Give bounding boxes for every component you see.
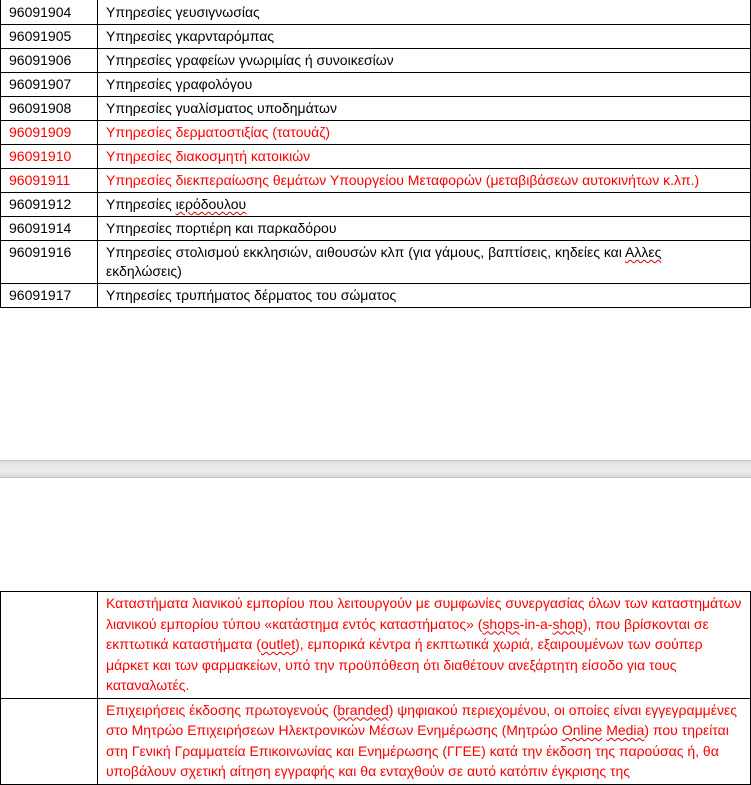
table-row <box>1 698 751 784</box>
description-cell: Υπηρεσίες γευσιγνωσίας <box>98 0 751 25</box>
code-cell: 96091911 <box>1 169 98 193</box>
spellcheck-flagged-word[interactable]: Αλλες <box>625 244 662 260</box>
description-text: Υπηρεσίες στολισμού εκκλησιών, αιθουσών κλπ (για γάμους, βαπτίσεις, κηδείες και <box>106 244 625 260</box>
table-row <box>1 217 751 241</box>
spellcheck-flagged-word[interactable]: shop <box>552 615 583 632</box>
description-cell <box>98 698 751 784</box>
code-cell-empty <box>1 698 98 784</box>
spellcheck-flagged-word[interactable]: ιερόδουλου <box>175 196 247 212</box>
description-text: Υπηρεσίες <box>106 196 176 212</box>
description-cell <box>98 241 751 284</box>
table-row <box>1 73 751 97</box>
code-cell: 96091910 <box>1 145 98 169</box>
description-cell: Υπηρεσίες διακοσμητή κατοικιών <box>98 145 751 169</box>
spellcheck-flagged-word[interactable]: Media <box>606 722 645 738</box>
description-cell <box>98 193 751 217</box>
table-row <box>1 284 751 308</box>
document-page-2 <box>0 478 751 779</box>
table-row <box>1 25 751 49</box>
description-cell: Υπηρεσίες δερματοστιξίας (τατουάζ) <box>98 121 751 145</box>
description-text: ) ψηφιακού περιεχομένου, οι οποίες είναι εγγεγραμμένες στο Μητρώο Επιχειρήσεων Ηλεκτρονικών Μέσων Ενημέρωσης (Μητρώο <box>106 701 737 738</box>
spellcheck-flagged-word[interactable]: branded <box>337 701 389 718</box>
description-cell: Υπηρεσίες τρυπήματος δέρματος του σώματος <box>98 284 751 308</box>
description-text: Επιχειρήσεις έκδοσης πρωτογενούς ( <box>106 701 338 718</box>
table-row-highlighted <box>1 121 751 145</box>
code-cell: 96091904 <box>1 0 98 25</box>
description-text: ), εμπορικά κέντρα ή εκπτωτικά χωριά, εξαιρουμένων των σούπερ μάρκετ και των φαρμακείων, υπό την προϋπόθεση ότι διαθέτουν ανεξάρτητη είσοδο για τους καταναλωτές. <box>106 636 703 693</box>
description-cell: Υπηρεσίες γυαλίσματος υποδημάτων <box>98 97 751 121</box>
service-codes-table <box>0 0 751 308</box>
table-row-highlighted <box>1 145 751 169</box>
code-cell: 96091908 <box>1 97 98 121</box>
table-row <box>1 97 751 121</box>
description-cell: Υπηρεσίες διεκπεραίωσης θεμάτων Υπουργείου Μεταφορών (μεταβιβάσεων αυτοκινήτων κ.λπ.) <box>98 169 751 193</box>
code-cell: 96091909 <box>1 121 98 145</box>
description-cell: Υπηρεσίες γραφολόγου <box>98 73 751 97</box>
description-cell: Υπηρεσίες γκαρνταρόμπας <box>98 25 751 49</box>
table-row <box>1 0 751 25</box>
code-cell: 96091916 <box>1 241 98 284</box>
spellcheck-flagged-word[interactable]: shops <box>482 615 520 632</box>
code-cell-empty <box>1 592 98 699</box>
business-categories-table <box>0 591 751 785</box>
description-cell: Υπηρεσίες πορτιέρη και παρκαδόρου <box>98 217 751 241</box>
table-row <box>1 241 751 284</box>
description-text: -in-a- <box>519 615 553 632</box>
description-text: εκδηλώσεις) <box>106 263 182 279</box>
table-row-highlighted <box>1 169 751 193</box>
description-cell: Υπηρεσίες γραφείων γνωριμίας ή συνοικεσίων <box>98 49 751 73</box>
code-cell: 96091907 <box>1 73 98 97</box>
code-cell: 96091917 <box>1 284 98 308</box>
code-cell: 96091905 <box>1 25 98 49</box>
spellcheck-flagged-word[interactable]: Online <box>561 722 603 738</box>
description-text: ) που τηρείται στη Γενική Γραμματεία Επικοινωνίας και Ενημέρωσης (ΓΓΕΕ) κατά την έκδοση της παρούσας ή, θα υποβάλουν σχετική αίτηση εγγραφής και θα ενταχθούν σε αυτό κατόπιν έγκρισης της <box>106 722 729 779</box>
page-break-separator <box>0 460 751 478</box>
table-row <box>1 592 751 699</box>
description-text: Καταστήματα λιανικού εμπορίου που λειτουργούν με συμφωνίες συνεργασίας όλων των καταστημάτων λιανικού εμπορίου τύπου «κατάστημα εντός καταστήματος» ( <box>106 595 742 632</box>
code-cell: 96091906 <box>1 49 98 73</box>
code-cell: 96091914 <box>1 217 98 241</box>
code-cell: 96091912 <box>1 193 98 217</box>
description-text: ), που βρίσκονται σε εκπτωτικά καταστήματα ( <box>106 615 709 652</box>
description-cell <box>98 592 751 699</box>
spellcheck-flagged-word[interactable]: outlet <box>260 636 296 652</box>
table-row <box>1 193 751 217</box>
table-row <box>1 49 751 73</box>
